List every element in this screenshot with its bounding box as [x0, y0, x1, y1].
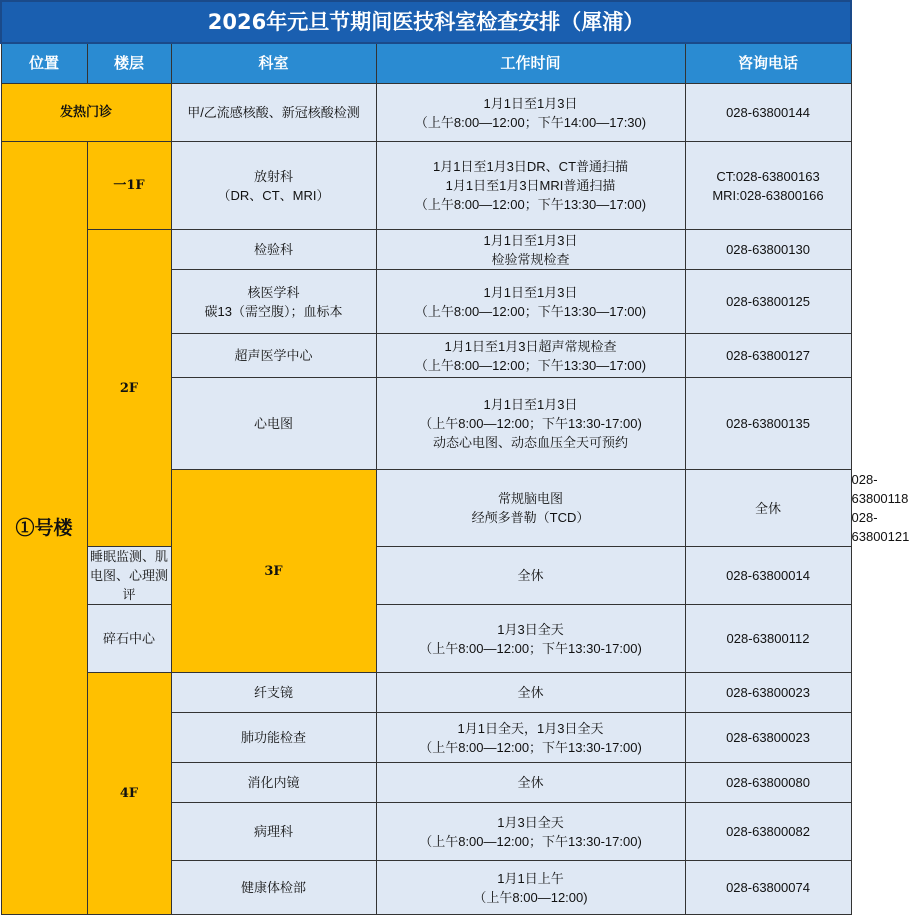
- phone-line: 028-63800112: [726, 631, 810, 646]
- floor-label: 一1F: [87, 142, 171, 230]
- department-line: 经颅多普勒（TCD）: [471, 510, 590, 525]
- table-row: [1, 673, 851, 713]
- fever-clinic-phone: 028-63800144: [685, 84, 851, 142]
- phone-cell: [685, 230, 851, 270]
- hours-line: （上午8:00—12:00；下午13:30—17:00): [414, 303, 647, 319]
- hours-line: 1月1日至1月3日超声常规检查: [444, 338, 617, 354]
- header-floor: 楼层: [87, 43, 171, 84]
- hours-cell: [376, 142, 685, 230]
- phone-cell: [685, 713, 851, 763]
- phone-line: 028-63800082: [726, 824, 810, 839]
- department-cell: [87, 547, 171, 605]
- phone-cell: [685, 270, 851, 334]
- phone-line: CT:028-63800163: [716, 168, 820, 184]
- hours-line: （上午8:00—12:00；下午13:30-17:00): [419, 739, 642, 755]
- phone-cell: [685, 763, 851, 803]
- hours-line: （上午8:00—12:00；下午13:30-17:00): [419, 640, 642, 656]
- phone-line: 028-63800080: [726, 775, 810, 790]
- hours-line: 1月1日至1月3日: [483, 284, 578, 300]
- phone-cell: [685, 605, 851, 673]
- hours-line: （上午8:00—12:00；下午13:30-17:00): [419, 416, 642, 431]
- fever-clinic-location: 发热门诊: [1, 84, 171, 142]
- phone-line: 028-63800127: [726, 348, 810, 363]
- table-row: 3F 常规脑电图 经颅多普勒（TCD） 全休 028-63800118 028-63800121: [1, 470, 851, 547]
- hours-line: 1月1日全天，1月3日全天: [457, 720, 604, 736]
- phone-line: 028-63800074: [726, 880, 810, 895]
- floor-label: 4F: [87, 673, 171, 915]
- department-cell: [171, 230, 376, 270]
- hours-cell: [376, 378, 685, 470]
- phone-line: 028-63800125: [726, 294, 810, 309]
- header-hours: 工作时间: [376, 43, 685, 84]
- phone-cell: [685, 673, 851, 713]
- department-line: 常规脑电图: [497, 491, 563, 506]
- table-row: [1, 142, 851, 230]
- fever-clinic-department: 甲/乙流感核酸、新冠核酸检测: [171, 84, 376, 142]
- hours-line: 全休: [755, 500, 782, 516]
- hours-cell: [376, 861, 685, 915]
- hours-line: 1月1日至1月3日DR、CT普通扫描: [432, 159, 629, 174]
- department-line: 消化内镜: [247, 775, 300, 790]
- department-line: 睡眠监测、肌电图、心理测评: [89, 549, 168, 602]
- hours-line: 1月1日至1月3日MRI普通扫描: [445, 178, 616, 193]
- phone-cell: [685, 803, 851, 861]
- hours-line: 1月3日全天: [497, 621, 564, 637]
- floor-label: 3F: [171, 470, 376, 673]
- phone-line: 028-63800023: [726, 685, 810, 700]
- hours-line: 全休: [517, 568, 544, 583]
- hours-cell: [376, 673, 685, 713]
- phone-cell: [685, 547, 851, 605]
- floor-label: 2F: [87, 230, 171, 547]
- department-line: 心电图: [253, 416, 293, 431]
- department-cell: [171, 142, 376, 230]
- department-cell: [171, 803, 376, 861]
- hours-line: （上午8:00—12:00): [473, 889, 588, 905]
- table-row: [1, 605, 851, 673]
- department-line: 病理科: [253, 824, 293, 839]
- department-line: 检验科: [253, 242, 293, 257]
- header-location: 位置: [1, 43, 87, 84]
- department-cell: [171, 713, 376, 763]
- hours-line: （上午8:00—12:00；下午13:30-17:00): [419, 833, 642, 849]
- hours-line: 检验常规检查: [491, 251, 570, 267]
- hours-cell: [685, 470, 851, 547]
- department-line: 肺功能检查: [240, 730, 306, 745]
- department-cell: [171, 861, 376, 915]
- hours-cell: [376, 334, 685, 378]
- department-line: 碳13（需空腹）；血标本: [204, 303, 343, 319]
- hours-line: 1月1日至1月3日: [483, 397, 578, 412]
- hours-line: 1月1日至1月3日: [483, 232, 578, 248]
- department-line: 碎石中心: [102, 631, 155, 646]
- hours-line: （上午8:00—12:00；下午13:30—17:00): [414, 357, 647, 373]
- phone-line: 028-63800014: [726, 568, 810, 583]
- department-cell: [87, 605, 171, 673]
- page-title: 2026年元旦节期间医技科室检查安排（犀浦）: [1, 1, 851, 43]
- phone-line: 028-63800135: [726, 416, 810, 431]
- hours-cell: [376, 270, 685, 334]
- hours-line: 1月1日上午: [497, 870, 564, 886]
- department-line: 核医学科: [247, 284, 300, 300]
- department-cell: [171, 334, 376, 378]
- fever-hours-line: （上午8:00—12:00；下午14:00—17:30): [414, 114, 647, 130]
- phone-line: 028-63800023: [726, 730, 810, 745]
- department-cell: [171, 763, 376, 803]
- department-cell: [171, 270, 376, 334]
- phone-cell: [685, 378, 851, 470]
- header-department: 科室: [171, 43, 376, 84]
- phone-line: 028-63800130: [726, 242, 810, 257]
- table-row: [1, 230, 851, 270]
- hours-cell: [376, 713, 685, 763]
- hours-line: 全休: [517, 685, 544, 700]
- department-cell: [171, 378, 376, 470]
- hours-line: （上午8:00—12:00；下午13:30—17:00): [414, 197, 647, 212]
- department-line: 超声医学中心: [234, 348, 313, 363]
- hours-line: 动态心电图、动态血压全天可预约: [432, 435, 628, 450]
- table-row: [1, 547, 851, 605]
- department-line: 放射科: [253, 168, 293, 184]
- building-location: ①号楼: [1, 142, 87, 915]
- fever-hours-line: 1月1日至1月3日: [483, 95, 578, 111]
- phone-cell: [685, 334, 851, 378]
- hours-cell: [376, 803, 685, 861]
- hours-cell: [376, 547, 685, 605]
- department-line: 健康体检部: [240, 880, 306, 895]
- phone-cell: [685, 142, 851, 230]
- header-phone: 咨询电话: [685, 43, 851, 84]
- hours-line: 1月3日全天: [497, 814, 564, 830]
- hours-cell: [376, 605, 685, 673]
- department-line: 纤支镜: [253, 685, 293, 700]
- phone-cell: [685, 861, 851, 915]
- hours-line: 全休: [517, 775, 544, 790]
- phone-line: MRI:028-63800166: [712, 187, 824, 203]
- hours-cell: [376, 230, 685, 270]
- department-cell: [171, 673, 376, 713]
- department-cell: [376, 470, 685, 547]
- department-line: （DR、CT、MRI）: [217, 187, 330, 203]
- hours-cell: [376, 763, 685, 803]
- fever-clinic-hours: [376, 84, 685, 142]
